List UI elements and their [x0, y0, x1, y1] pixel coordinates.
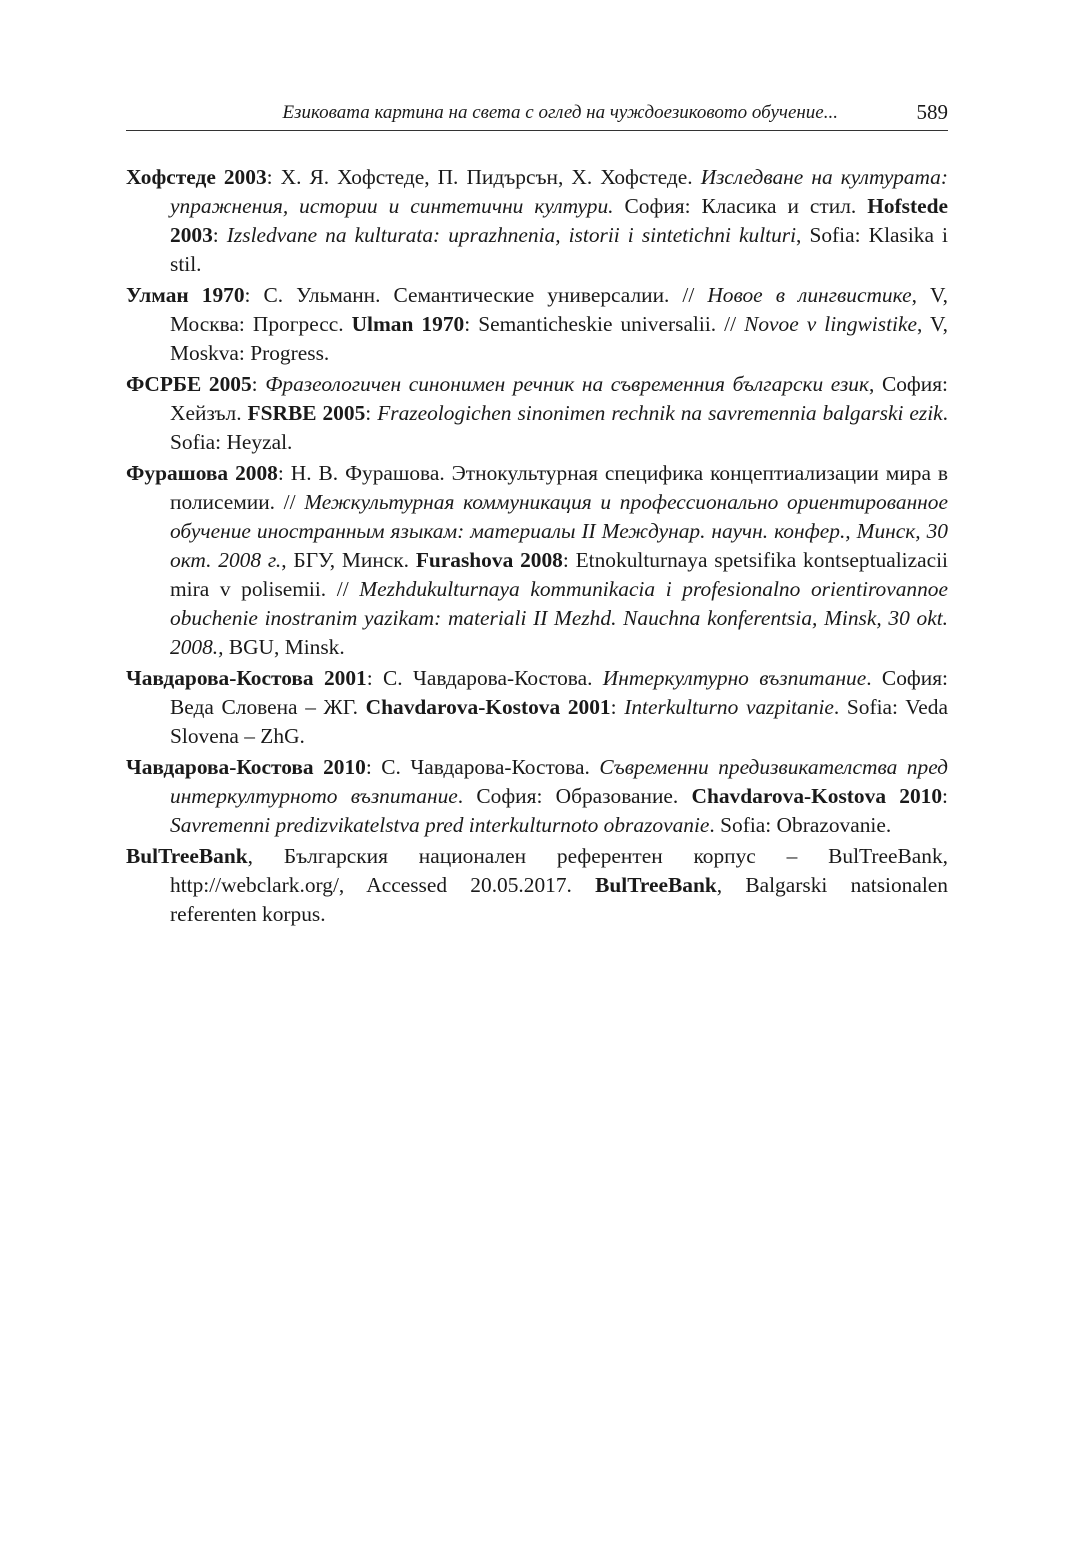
reference-text: BGU, Minsk.	[223, 635, 345, 659]
reference-text: : Н. В. Фурашова. Этнокультурная специфика концептиализации мира в полисемии. //	[170, 461, 948, 514]
reference-key: Улман 1970	[126, 283, 245, 307]
reference-text: . София: Образование.	[457, 784, 692, 808]
reference-text: , V, Москва: Прогресс.	[170, 283, 948, 336]
reference-key: BulTreeBank	[126, 844, 248, 868]
reference-key: Чавдарова-Костова 2010	[126, 755, 366, 779]
reference-entry	[126, 664, 948, 751]
reference-key: Furashova 2008	[415, 548, 563, 572]
reference-text: , Sofia: Klasika i stil.	[170, 223, 948, 276]
reference-title: Фразеологичен синонимен речник на съвременния български език	[265, 372, 870, 396]
reference-title: Frazeologichen sinonimen rechnik na savremennia balgarski ezik	[377, 401, 943, 425]
reference-key: Hofstede 2003	[170, 194, 948, 247]
reference-text: :	[251, 372, 266, 396]
reference-text: , София: Хейзъл.	[170, 372, 948, 425]
reference-title: Новое в лингвистике	[707, 283, 912, 307]
reference-text: . Sofia: Heyzal.	[170, 401, 948, 454]
reference-title: Изследване на културата: упражнения, истории и синтетични култури.	[170, 165, 948, 218]
reference-text: :	[610, 695, 625, 719]
reference-list	[126, 163, 948, 931]
reference-entry	[126, 370, 948, 457]
reference-text: : Semanticheskie universalii. //	[464, 312, 745, 336]
reference-text: . София: Веда Словена – ЖГ.	[170, 666, 948, 719]
reference-key: Фурашова 2008	[126, 461, 278, 485]
reference-text: . Sofia: Veda Slovena – ZhG.	[170, 695, 948, 748]
reference-title: Savremenni predizvikatelstva pred interkulturnoto obrazovanie	[170, 813, 710, 837]
reference-text: София: Класика и стил.	[613, 194, 868, 218]
reference-key: ФСРБЕ 2005	[126, 372, 252, 396]
reference-text: :	[942, 784, 948, 808]
running-header	[126, 100, 948, 131]
reference-text: : С. Чавдарова-Костова.	[366, 666, 603, 690]
reference-key: BulTreeBank	[595, 873, 717, 897]
reference-title: Mezhdukulturnaya kommunikacia i profesionalno orientirovannoe obuchenie inostranim yazikam: materiali II Mezhd. Nauchna konferentsia, Minsk, 30 okt. 2008.,	[170, 577, 948, 659]
reference-key: FSRBE 2005	[247, 401, 366, 425]
reference-key: Хофстеде 2003	[126, 165, 267, 189]
reference-text: , Българския национален референтен корпус – BulTreeBank, http://webclark.org/, Accessed 20.05.2017.	[170, 844, 948, 897]
reference-text: : Etnokulturnaya spetsifika kontseptualizacii mira v polisemii. //	[170, 548, 948, 601]
running-title: Езиковата картина на света с оглед на чуждоезиковото обучение...	[282, 102, 838, 123]
reference-key: Ulman 1970	[351, 312, 465, 336]
reference-text: , V, Moskva: Progress.	[170, 312, 948, 365]
reference-title: Съвременни предизвикателства пред интеркултурното възпитание	[170, 755, 948, 808]
reference-key: Chavdarova-Kostova 2001	[365, 695, 611, 719]
reference-text: : С. Чавдарова-Костова.	[365, 755, 600, 779]
reference-entry	[126, 753, 948, 840]
reference-text: , БГУ, Минск.	[281, 548, 416, 572]
reference-title: Межкультурная коммуникация и профессионально ориентированное обучение иностранным языкам: материалы II Междунар. научн. конфер., Минск, 30 окт. 2008 г.	[170, 490, 948, 572]
reference-text: :	[365, 401, 378, 425]
reference-title: Novoe v lingwistike	[744, 312, 917, 336]
reference-entry	[126, 163, 948, 279]
reference-entry	[126, 459, 948, 662]
reference-title: Interkulturno vazpitanie	[624, 695, 834, 719]
reference-entry	[126, 842, 948, 929]
reference-text: : С. Ульманн. Семантические универсалии. //	[244, 283, 708, 307]
reference-key: Chavdarova-Kostova 2010	[691, 784, 943, 808]
reference-entry	[126, 281, 948, 368]
reference-text: . Sofia: Obrazovanie.	[709, 813, 892, 837]
reference-text: :	[212, 223, 227, 247]
page-number: 589	[916, 100, 948, 124]
reference-title: Интеркултурно възпитание	[602, 666, 867, 690]
reference-text: , Balgarski natsionalen referenten korpus.	[170, 873, 948, 926]
reference-text: : Х. Я. Хофстеде, П. Пидърсън, Х. Хофстеде.	[266, 165, 701, 189]
reference-key: Чавдарова-Костова 2001	[126, 666, 367, 690]
reference-title: Izsledvane na kulturata: uprazhnenia, istorii i sintetichni kulturi	[226, 223, 797, 247]
